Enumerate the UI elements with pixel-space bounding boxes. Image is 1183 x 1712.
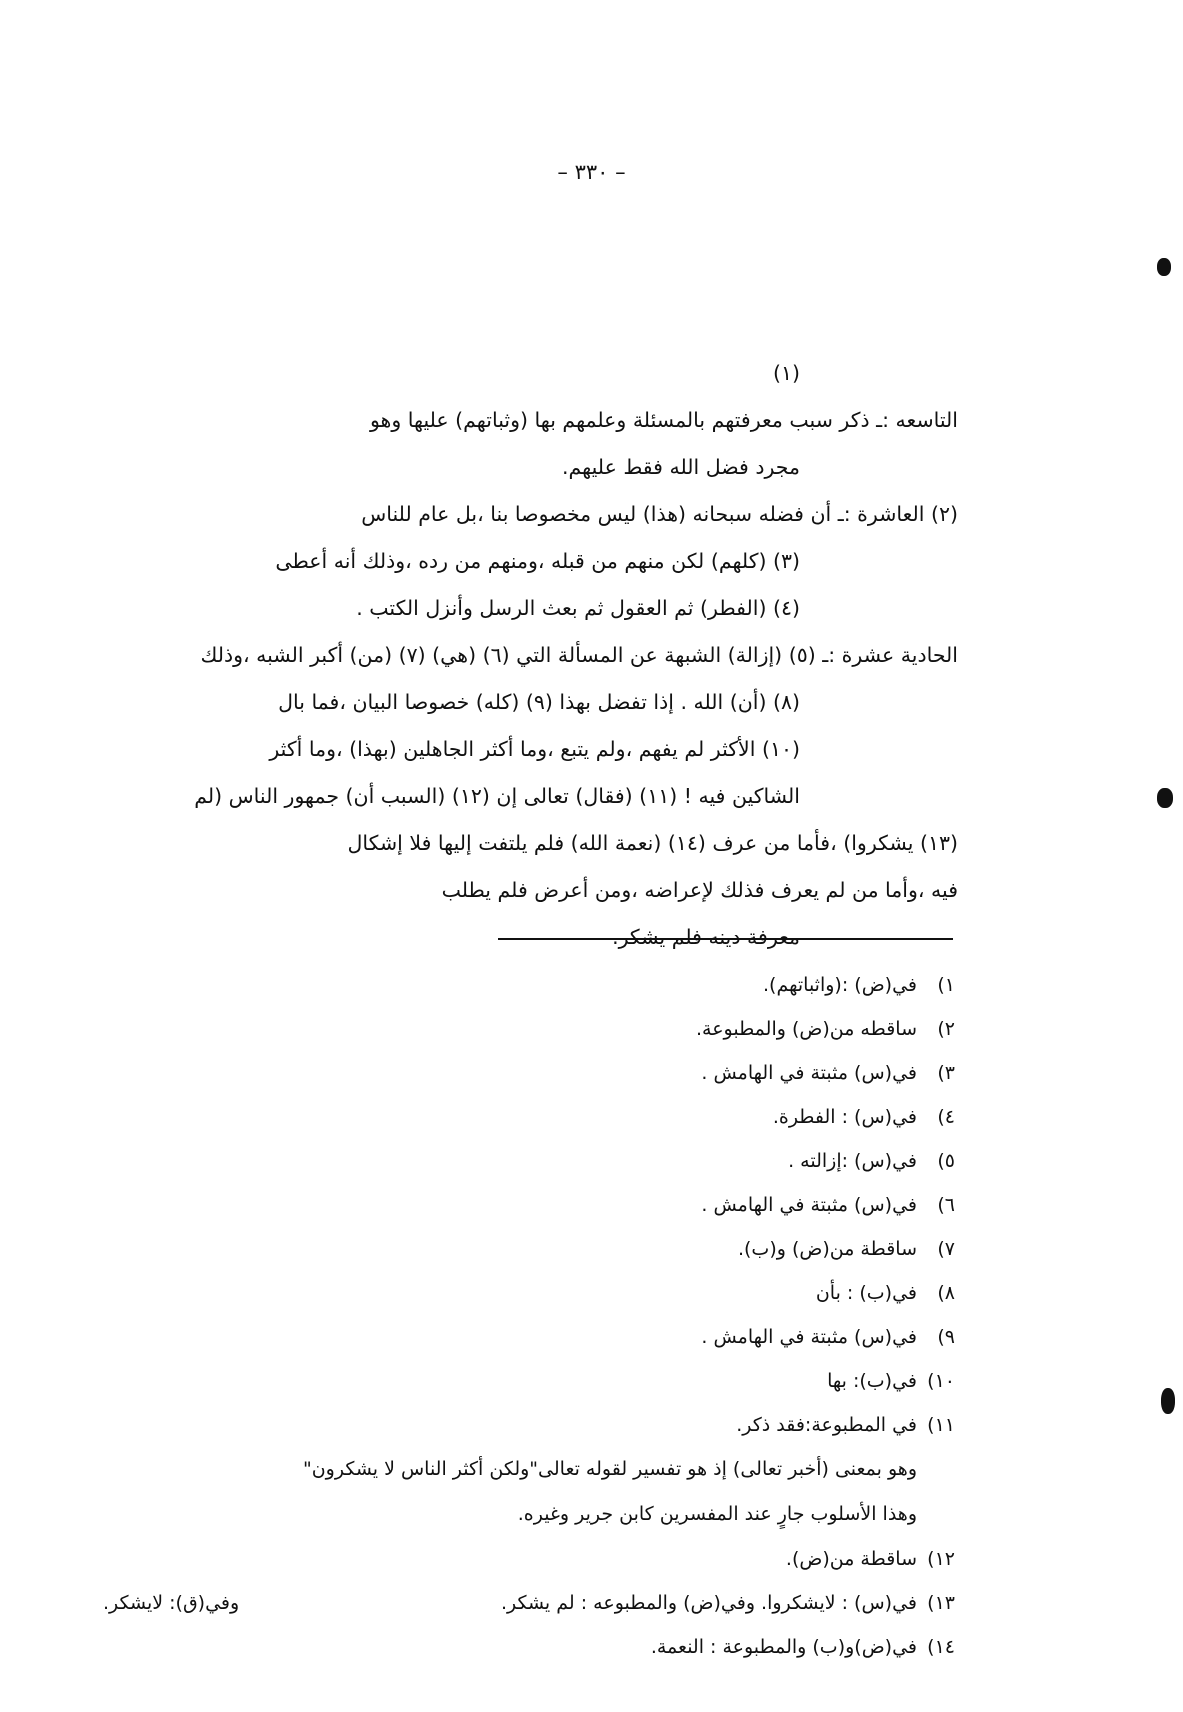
text-line: (٣) (كلهم) لكن منهم من قبله ،ومنهم من رده ،وذلك أنه أعطى: [275, 549, 800, 573]
footnote-number: ٧): [937, 1238, 955, 1260]
footnote-continuation: وهو بمعنى (أخبر تعالى) إذ هو تفسير لقوله تعالى"ولكن أكثر الناس لا يشكرون": [302, 1458, 917, 1480]
footnote: [95, 1403, 955, 1447]
footnote-text: ساقطة من(ض) و(ب).: [737, 1238, 917, 1260]
footnote-text: في(ب) : بأن: [815, 1282, 917, 1304]
footnote-continuation: وهذا الأسلوب جارٍ عند المفسرين كابن جرير وغيره.: [517, 1503, 917, 1525]
text-line: مجرد فضل الله فقط عليهم.: [562, 455, 800, 479]
text-line: الشاكين فيه ! (١١) (فقال) تعالى إن (١٢) (السبب أن) جمهور الناس (لم: [194, 784, 800, 808]
page-number: – ٣٣٠ –: [557, 160, 626, 184]
text-line: (١٣) يشكروا) ،فأما من عرف (١٤) (نعمة الله) فلم يلتفت إليها فلا إشكال: [347, 831, 958, 855]
footnote-text: في(س) :إزالته .: [788, 1150, 917, 1172]
footnote-text: في(س) مثبتة في الهامش .: [701, 1326, 917, 1348]
footnote: [95, 1271, 955, 1315]
text-line: (١): [772, 361, 800, 385]
footnote-text: في(ض) :(واثباتهم).: [763, 974, 917, 996]
footnote-number: ١٢): [927, 1548, 955, 1570]
footnote-text: في(ب): بها: [827, 1370, 917, 1392]
footnote-text: في(س) : لايشكروا. وفي(ض) والمطبوعه : لم يشكر.: [500, 1592, 917, 1614]
footnote-text: في(س) مثبتة في الهامش .: [701, 1194, 917, 1216]
text-line: (٢) العاشرة :ـ أن فضله سبحانه (هذا) ليس مخصوصا بنا ،بل عام للناس: [361, 502, 958, 526]
footnote-side-note: وفي(ق): لايشكر.: [103, 1592, 240, 1614]
footnote: [95, 1625, 955, 1669]
footnote-text: في(س) : الفطرة.: [772, 1106, 917, 1128]
footnote-text: في(س) مثبتة في الهامش .: [701, 1062, 917, 1084]
footnote: [95, 963, 955, 1007]
footnote-text: ساقطة من(ض).: [785, 1548, 917, 1570]
text-line: الحادية عشرة :ـ (٥) (إزالة) الشبهة عن المسألة التي (٦) (هي) (٧) (من) أكبر الشبه ،وذلك: [200, 643, 958, 667]
binding-hole-mark: [1157, 788, 1173, 808]
footnote-number: ٦): [937, 1194, 955, 1216]
footnote-number: ١٠): [927, 1370, 955, 1392]
footnote-number: ١): [937, 974, 955, 996]
footnote: [95, 1537, 955, 1581]
text-line: معرفة دينه فلم يشكر.: [612, 925, 800, 949]
footnote-divider: [498, 938, 953, 940]
footnote-number: ١١): [927, 1414, 955, 1436]
footnote-number: ٨): [937, 1282, 955, 1304]
footnote: [95, 1359, 955, 1403]
footnote: [95, 1139, 955, 1183]
footnotes: [95, 963, 955, 1669]
main-text: [108, 350, 958, 961]
footnote-number: ٢): [937, 1018, 955, 1040]
text-line: (١٠) الأكثر لم يفهم ،ولم يتبع ،وما أكثر الجاهلين (بهذا) ،وما أكثر: [269, 737, 800, 761]
footnote: [95, 1227, 955, 1271]
footnote: [95, 1051, 955, 1095]
footnote-text: في(ض)و(ب) والمطبوعة : النعمة.: [650, 1636, 917, 1658]
footnote: [95, 1581, 955, 1625]
text-line: فيه ،وأما من لم يعرف فذلك لإعراضه ،ومن أعرض فلم يطلب: [441, 878, 958, 902]
footnote-number: ٥): [937, 1150, 955, 1172]
footnote-number: ٣): [937, 1062, 955, 1084]
footnote: [95, 1007, 955, 1051]
footnote-text: في المطبوعة:فقد ذكر.: [736, 1414, 917, 1436]
footnote: [95, 1095, 955, 1139]
footnote-text: ساقطه من(ض) والمطبوعة.: [695, 1018, 917, 1040]
footnote-number: ٩): [937, 1326, 955, 1348]
footnote-number: ٤): [937, 1106, 955, 1128]
text-line: التاسعه :ـ ذكر سبب معرفتهم بالمسئلة وعلمهم بها (وثباتهم) عليها وهو: [369, 408, 958, 432]
footnote-number: ١٣): [927, 1592, 955, 1614]
footnote-number: ١٤): [927, 1636, 955, 1658]
text-line: (٤) (الفطر) ثم العقول ثم بعث الرسل وأنزل الكتب .: [356, 596, 800, 620]
text-line: (٨) (أن) الله . إذا تفضل بهذا (٩) (كله) خصوصا البيان ،فما بال: [278, 690, 800, 714]
binding-hole-mark: [1157, 258, 1171, 276]
binding-hole-mark: [1161, 1388, 1175, 1414]
footnote: [95, 1315, 955, 1359]
footnote: [95, 1183, 955, 1227]
